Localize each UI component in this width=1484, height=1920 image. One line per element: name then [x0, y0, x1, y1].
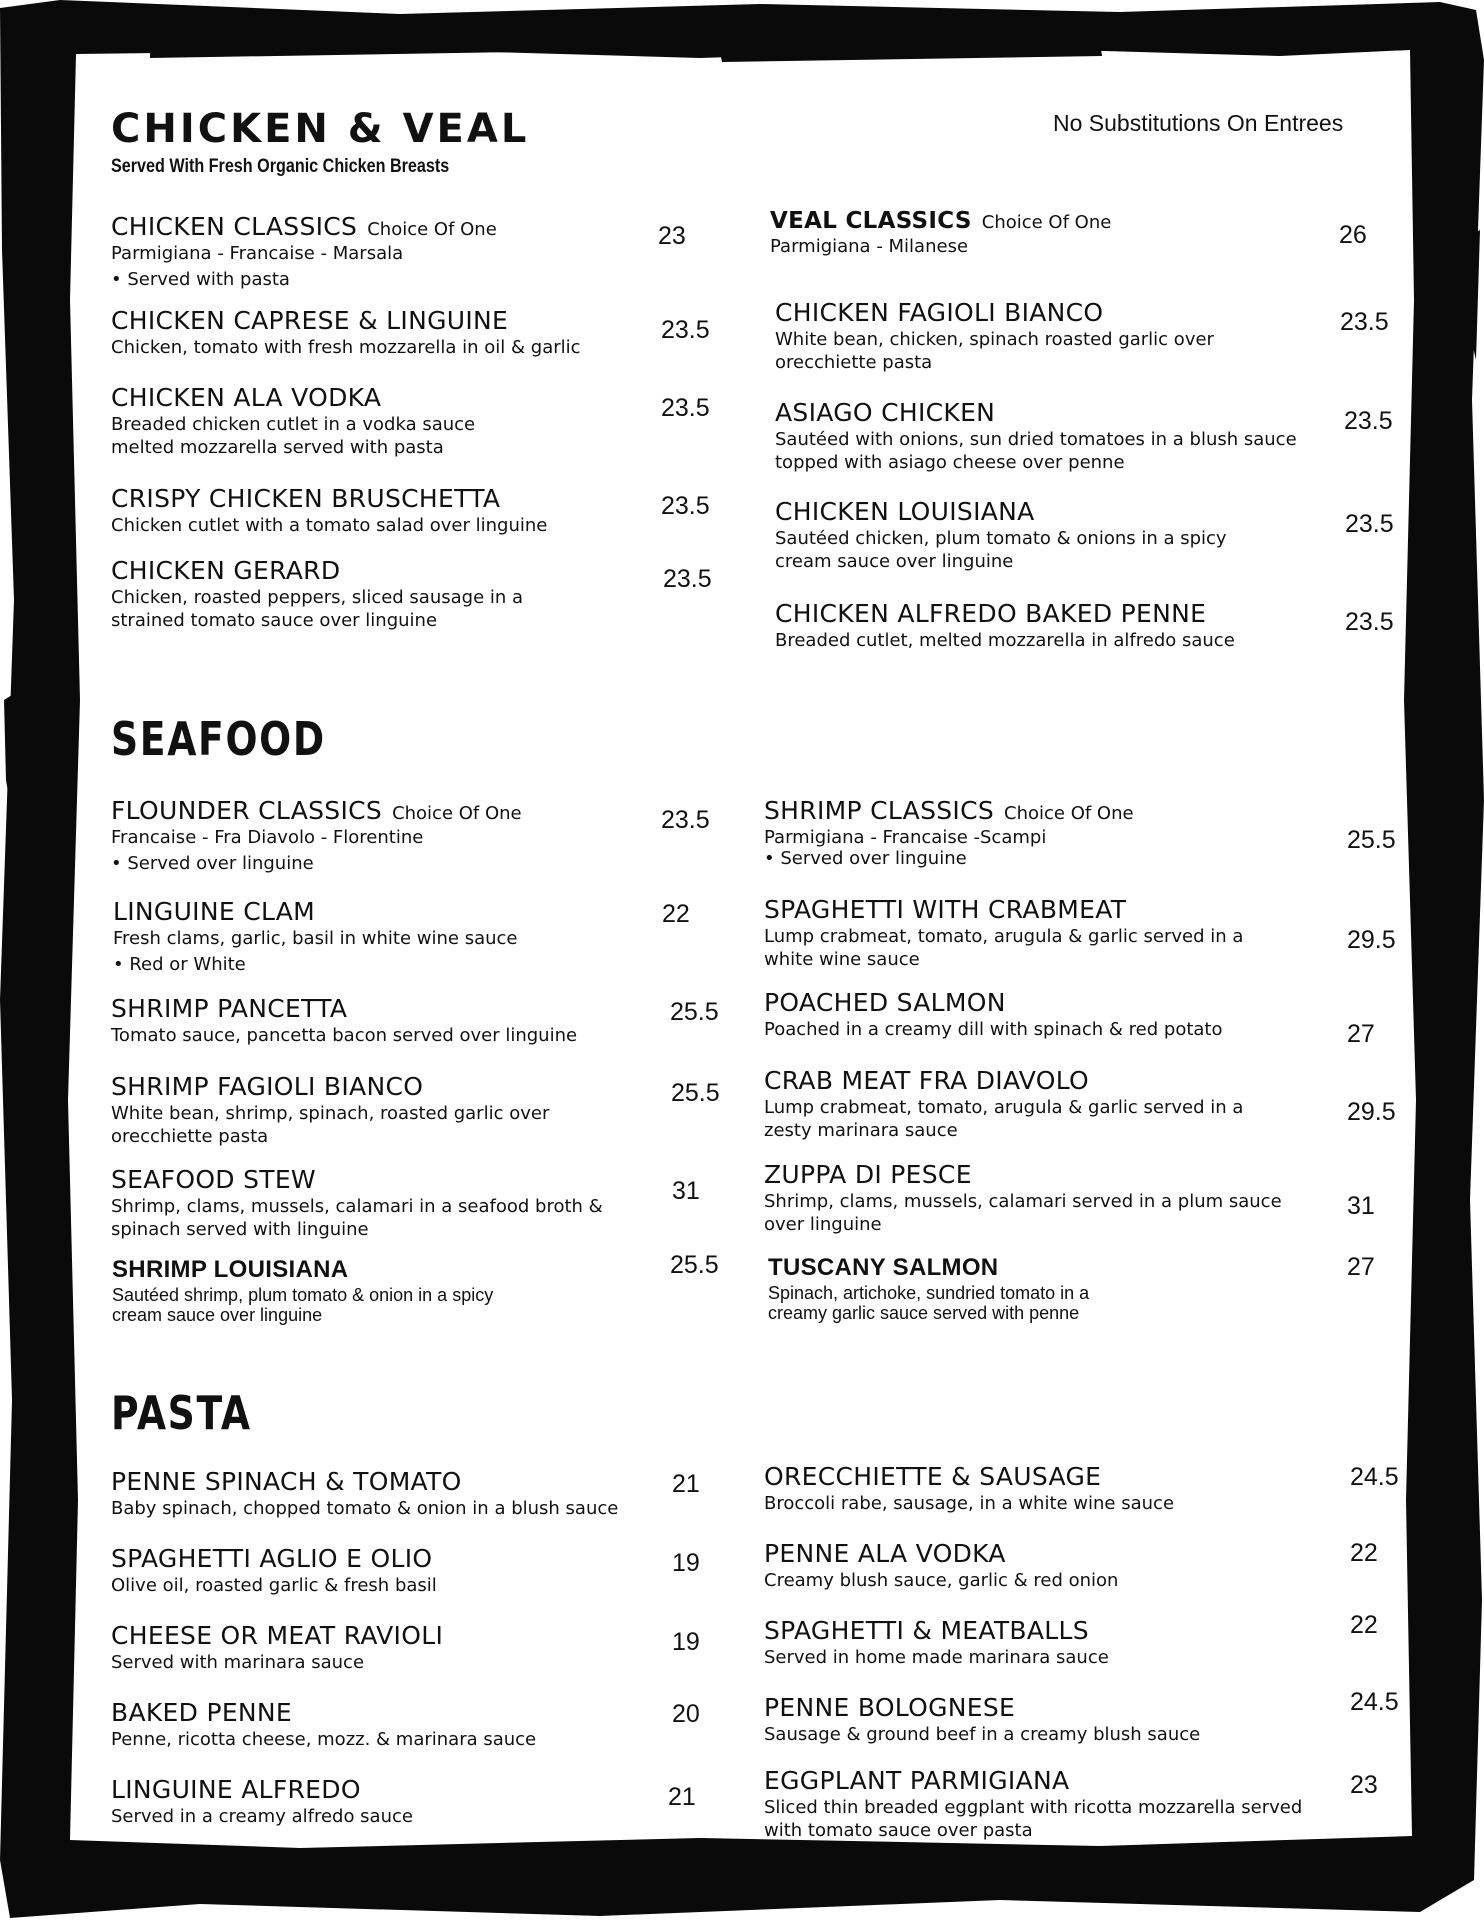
item-description: Breaded chicken cutlet in a vodka sauce melted mozzarella served with pasta: [111, 414, 476, 458]
item-price: 29.5: [1347, 1098, 1396, 1126]
menu-item: [111, 1775, 631, 1828]
item-name: SPAGHETTI AGLIO E OLIO: [111, 1544, 433, 1573]
menu-item: [113, 897, 633, 976]
item-name: FLOUNDER CLASSICS: [111, 796, 383, 825]
item-description: Sausage & ground beef in a creamy blush sauce: [764, 1724, 1201, 1745]
item-name: SHRIMP CLASSICS: [764, 796, 995, 825]
menu-item: [111, 796, 631, 875]
item-price: 23: [658, 222, 686, 250]
item-name: PENNE SPINACH & TOMATO: [111, 1467, 462, 1496]
item-name: SHRIMP FAGIOLI BIANCO: [111, 1072, 424, 1101]
section-title-chicken-veal: CHICKEN & VEAL: [111, 106, 530, 152]
item-name: CRISPY CHICKEN BRUSCHETTA: [111, 484, 501, 513]
item-description: White bean, shrimp, spinach, roasted garlic over orecchiette pasta: [111, 1103, 550, 1147]
item-price: 23.5: [1345, 608, 1394, 636]
menu-item: [764, 895, 1284, 971]
menu-item: [770, 208, 1290, 258]
item-price: 23.5: [661, 316, 710, 344]
item-description: Sautéed shrimp, plum tomato & onion in a spicy cream sauce over linguine: [112, 1285, 494, 1325]
item-price: 23.5: [663, 565, 712, 593]
menu-item: [111, 994, 631, 1047]
item-price: 25.5: [671, 1079, 720, 1107]
item-description: Shrimp, clams, mussels, calamari served in a plum sauce over linguine: [764, 1191, 1282, 1235]
item-description: Penne, ricotta cheese, mozz. & marinara sauce: [111, 1729, 537, 1750]
item-price: 26: [1339, 221, 1367, 249]
item-price: 21: [668, 1783, 696, 1811]
item-price: 23.5: [1345, 510, 1394, 538]
item-choice: Choice Of One: [981, 212, 1112, 233]
item-price: 19: [672, 1628, 700, 1656]
item-name: BAKED PENNE: [111, 1698, 293, 1727]
item-price: 24.5: [1350, 1463, 1399, 1491]
item-price: 22: [662, 900, 690, 928]
item-name: SEAFOOD STEW: [111, 1165, 316, 1194]
section-title-seafood: SEAFOOD: [111, 712, 326, 766]
item-price: 22: [1350, 1611, 1378, 1639]
menu-item: [111, 1165, 641, 1241]
item-name: SHRIMP LOUISIANA: [112, 1256, 349, 1283]
item-description: Spinach, artichoke, sundried tomato in a creamy garlic sauce served with penne: [768, 1283, 1090, 1323]
menu-item: [764, 796, 1284, 870]
item-description: Baby spinach, chopped tomato & onion in a blush sauce: [111, 1498, 619, 1519]
item-price: 25.5: [1347, 826, 1396, 854]
item-note: • Served over linguine: [764, 848, 967, 869]
item-note: • Red or White: [113, 954, 246, 975]
item-name: CHICKEN ALFREDO BAKED PENNE: [775, 599, 1207, 628]
item-price: 29.5: [1347, 926, 1396, 954]
menu-item: [775, 398, 1315, 474]
item-price: 31: [672, 1177, 700, 1205]
item-name: CHICKEN GERARD: [111, 556, 341, 585]
item-description: Served in home made marinara sauce: [764, 1647, 1109, 1668]
item-price: 23.5: [661, 394, 710, 422]
item-description: Tomato sauce, pancetta bacon served over linguine: [111, 1025, 578, 1046]
menu-item: [768, 1254, 1148, 1323]
item-description: Lump crabmeat, tomato, arugula & garlic served in a white wine sauce: [764, 926, 1244, 970]
item-description: Creamy blush sauce, garlic & red onion: [764, 1570, 1119, 1591]
menu-item: [764, 1462, 1284, 1515]
menu-item: [764, 1766, 1324, 1842]
item-description: Sliced thin breaded eggplant with ricotta mozzarella served with tomato sauce over pasta: [764, 1797, 1303, 1841]
no-substitutions-note: No Substitutions On Entrees: [1053, 110, 1344, 136]
item-price: 27: [1347, 1253, 1375, 1281]
item-name: VEAL CLASSICS: [770, 208, 972, 234]
menu-item: [111, 1621, 631, 1674]
item-price: 23: [1350, 1771, 1378, 1799]
item-name: ZUPPA DI PESCE: [764, 1160, 972, 1189]
item-name: SHRIMP PANCETTA: [111, 994, 348, 1023]
menu-item: [111, 1467, 671, 1520]
item-price: 20: [672, 1700, 700, 1728]
item-price: 24.5: [1350, 1688, 1399, 1716]
item-name: LINGUINE ALFREDO: [111, 1775, 361, 1804]
item-price: 25.5: [670, 1251, 719, 1279]
item-name: TUSCANY SALMON: [768, 1254, 999, 1281]
menu-item: [111, 1072, 611, 1148]
menu-item: [111, 212, 631, 291]
item-description: Shrimp, clams, mussels, calamari in a seafood broth & spinach served with linguine: [111, 1196, 603, 1240]
item-description: Parmigiana - Francaise - Marsala: [111, 243, 404, 264]
item-description: Breaded cutlet, melted mozzarella in alfredo sauce: [775, 630, 1235, 651]
item-name: SPAGHETTI & MEATBALLS: [764, 1616, 1089, 1645]
menu-item: [111, 484, 631, 537]
menu-item: [764, 1693, 1324, 1746]
item-description: Served with marinara sauce: [111, 1652, 365, 1673]
item-description: Lump crabmeat, tomato, arugula & garlic served in a zesty marinara sauce: [764, 1097, 1244, 1141]
item-name: CHICKEN LOUISIANA: [775, 497, 1035, 526]
item-note: • Served over linguine: [111, 853, 314, 874]
item-price: 21: [672, 1470, 700, 1498]
menu-item: [111, 1698, 631, 1751]
menu-item: [111, 1544, 631, 1597]
item-description: Broccoli rabe, sausage, in a white wine sauce: [764, 1493, 1175, 1514]
item-description: Fresh clams, garlic, basil in white wine sauce: [113, 928, 518, 949]
item-description: Chicken, roasted peppers, sliced sausage in a strained tomato sauce over linguine: [111, 587, 524, 631]
menu-item: [775, 298, 1275, 374]
menu-item: [775, 599, 1335, 652]
item-name: PENNE BOLOGNESE: [764, 1693, 1016, 1722]
menu-item: [764, 1616, 1284, 1669]
item-price: 23.5: [1344, 407, 1393, 435]
menu-item: [775, 497, 1245, 573]
menu-item: [764, 988, 1324, 1041]
item-price: 23.5: [1340, 308, 1389, 336]
item-name: ASIAGO CHICKEN: [775, 398, 996, 427]
item-name: LINGUINE CLAM: [113, 897, 316, 926]
item-name: EGGPLANT PARMIGIANA: [764, 1766, 1070, 1795]
menu-item: [112, 1256, 512, 1325]
item-description: Parmigiana - Francaise -Scampi: [764, 827, 1047, 848]
item-price: 25.5: [670, 998, 719, 1026]
item-note: • Served with pasta: [111, 269, 290, 290]
section-subtitle: Served With Fresh Organic Chicken Breasts: [111, 156, 450, 177]
item-name: ORECCHIETTE & SAUSAGE: [764, 1462, 1102, 1491]
item-description: Sautéed chicken, plum tomato & onions in a spicy cream sauce over linguine: [775, 528, 1227, 572]
section-title-pasta: PASTA: [111, 1386, 252, 1440]
item-description: Chicken, tomato with fresh mozzarella in oil & garlic: [111, 337, 581, 358]
menu-item: [111, 383, 541, 459]
item-name: SPAGHETTI WITH CRABMEAT: [764, 895, 1127, 924]
item-name: POACHED SALMON: [764, 988, 1006, 1017]
item-description: Sautéed with onions, sun dried tomatoes in a blush sauce topped with asiago cheese over penne: [775, 429, 1297, 473]
item-name: CHICKEN CLASSICS: [111, 212, 358, 241]
item-name: PENNE ALA VODKA: [764, 1539, 1006, 1568]
item-name: CHICKEN CAPRESE & LINGUINE: [111, 306, 509, 335]
item-name: CHEESE OR MEAT RAVIOLI: [111, 1621, 444, 1650]
item-name: CHICKEN FAGIOLI BIANCO: [775, 298, 1104, 327]
item-description: White bean, chicken, spinach roasted garlic over orecchiette pasta: [775, 329, 1214, 373]
item-name: CHICKEN ALA VODKA: [111, 383, 382, 412]
item-price: 22: [1350, 1539, 1378, 1567]
item-description: Francaise - Fra Diavolo - Florentine: [111, 827, 424, 848]
item-description: Served in a creamy alfredo sauce: [111, 1806, 413, 1827]
item-price: 31: [1347, 1192, 1375, 1220]
menu-item: [764, 1539, 1284, 1592]
item-description: Poached in a creamy dill with spinach & red potato: [764, 1019, 1223, 1040]
menu-item: [764, 1066, 1284, 1142]
item-choice: Choice Of One: [367, 219, 497, 240]
menu-item: [111, 306, 631, 359]
item-price: 27: [1347, 1020, 1375, 1048]
item-name: CRAB MEAT FRA DIAVOLO: [764, 1066, 1090, 1095]
item-price: 19: [672, 1549, 700, 1577]
menu-item: [111, 556, 581, 632]
menu-item: [764, 1160, 1284, 1236]
item-description: Olive oil, roasted garlic & fresh basil: [111, 1575, 437, 1596]
item-description: Parmigiana - Milanese: [770, 236, 969, 257]
item-description: Chicken cutlet with a tomato salad over linguine: [111, 515, 548, 536]
item-choice: Choice Of One: [392, 803, 522, 824]
item-price: 23.5: [661, 492, 710, 520]
item-price: 23.5: [661, 806, 710, 834]
item-choice: Choice Of One: [1004, 803, 1134, 824]
